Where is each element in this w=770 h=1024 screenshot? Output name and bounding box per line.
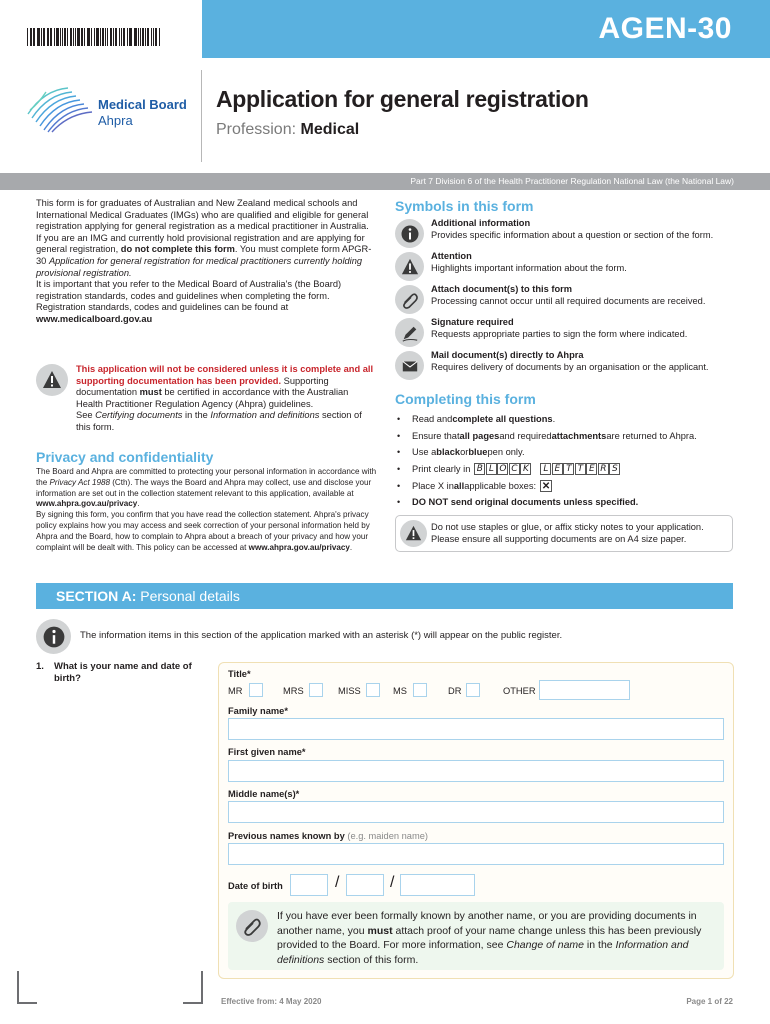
logo-text-medical-board: Medical Board xyxy=(98,97,187,112)
barcode-stripe xyxy=(43,28,45,46)
middle-name-label: Middle name(s)* xyxy=(228,789,300,799)
barcode-stripe xyxy=(70,28,72,46)
title-mr-checkbox[interactable] xyxy=(249,683,263,697)
barcode-stripe xyxy=(105,28,106,46)
barcode-stripe xyxy=(56,28,59,46)
x-checkbox-example: ✕ xyxy=(541,480,551,492)
medicalboard-link[interactable]: www.medicalboard.gov.au xyxy=(36,313,153,324)
barcode-stripe xyxy=(81,28,83,46)
title-mrs-checkbox[interactable] xyxy=(309,683,323,697)
barcode-stripe xyxy=(87,28,88,46)
barcode-stripe xyxy=(62,28,63,46)
barcode-stripe xyxy=(100,28,101,46)
barcode-stripe xyxy=(54,28,55,46)
envelope-icon xyxy=(395,351,424,380)
barcode-stripe xyxy=(151,28,152,46)
block-letters-example: B L O C K L E T T E R S xyxy=(474,463,621,475)
barcode-stripe xyxy=(41,28,42,46)
barcode-stripe xyxy=(110,28,112,46)
barcode-stripe xyxy=(33,28,34,46)
barcode-stripe xyxy=(138,28,139,46)
paperclip-icon xyxy=(236,910,268,942)
barcode-stripe xyxy=(145,28,146,46)
list-item: • Use a black or blue pen only. xyxy=(397,447,525,458)
barcode-stripe xyxy=(121,28,122,46)
first-name-field[interactable] xyxy=(228,760,724,782)
barcode-stripe xyxy=(96,28,99,46)
effective-date: Effective from: 4 May 2020 xyxy=(221,997,322,1006)
barcode-stripe xyxy=(94,28,95,46)
intro-text: This form is for graduates of Australian and New Zealand medical schools and International Medical Graduates (IMGs) who are qualified and eligible for general registration applying for general registration as a medical practitioner in Australia. If you are an IMG and currently hold provisional registration and are applying for general registration, do not complete this form. You must complete form APGR-30 Application for general registration for medical practitioners currently holding provisional registration. It is important that you refer to the Medical Board of Australia's (the Board) registration standards, codes and guidelines when completing the form. Registration standards, codes and guidelines can be found at www.medicalboard.gov.au xyxy=(36,198,372,324)
page-title: Application for general registration xyxy=(216,86,589,112)
barcode-stripe xyxy=(159,28,160,46)
attention-icon xyxy=(395,252,424,281)
title-miss-checkbox[interactable] xyxy=(366,683,380,697)
form-code: AGEN-30 xyxy=(598,12,732,45)
symbols-heading: Symbols in this form xyxy=(395,198,534,214)
attention-icon xyxy=(36,364,68,396)
title-other-field[interactable] xyxy=(539,680,630,700)
family-name-field[interactable] xyxy=(228,718,724,740)
barcode-stripe xyxy=(88,28,90,46)
header-divider xyxy=(201,70,202,162)
barcode-stripe xyxy=(37,28,40,46)
barcode-stripe xyxy=(48,28,49,46)
middle-name-field[interactable] xyxy=(228,801,724,823)
dob-year-field[interactable] xyxy=(400,874,475,896)
barcode-stripe xyxy=(75,28,76,46)
barcode-stripe xyxy=(134,28,137,46)
public-register-note: The information items in this section of the application marked with an asterisk (*) will appear on the public register. xyxy=(80,630,563,641)
title-ms-checkbox[interactable] xyxy=(413,683,427,697)
barcode-stripe xyxy=(140,28,141,46)
privacy-heading: Privacy and confidentiality xyxy=(36,449,214,465)
barcode-stripe xyxy=(27,28,28,46)
profession-line: Profession: Medical xyxy=(216,121,360,138)
list-item: • Ensure that all pages and required attachments are returned to Ahpra. xyxy=(397,430,697,441)
barcode-stripe xyxy=(60,28,61,46)
logo-text-ahpra: Ahpra xyxy=(98,113,133,128)
name-change-note: If you have ever been formally known by another name, or you are providing documents in another name, you must attach proof of your name change unless this has been previously provided to the Board. For more information, see Change of name in the Information and definitions section of this form. xyxy=(228,902,724,970)
privacy-text: The Board and Ahpra are committed to protecting your personal information in accordance with the Privacy Act 1988 (Cth). The ways the Board and Ahpra may collect, use and disclose your information are set out in the collection statement relevant to this application, available at www.ahpra.gov.au/privacy. By signing this form, you confirm that you have read the collection statement. Ahpra's privacy policy explains how you may access and seek correction of your personal information held by Ahpra and the Board, how to complain to Ahpra about a breach of your privacy and how your complaint will be dealt with. This policy can be accessed at www.ahpra.gov.au/privacy. xyxy=(36,467,377,552)
barcode-stripe xyxy=(67,28,68,46)
previous-names-label: Previous names known by (e.g. maiden name) xyxy=(228,831,428,841)
list-item: • Read and complete all questions . xyxy=(397,414,556,425)
barcode xyxy=(27,22,161,46)
info-icon xyxy=(395,219,424,248)
barcode-stripe xyxy=(102,28,104,46)
barcode-stripe xyxy=(153,28,154,46)
barcode-stripe xyxy=(130,28,132,46)
barcode-stripe xyxy=(34,28,35,46)
barcode-stripe xyxy=(64,28,66,46)
barcode-stripe xyxy=(107,28,108,46)
crop-mark-left xyxy=(17,971,37,1004)
barcode-stripe xyxy=(127,28,128,46)
dob-label: Date of birth xyxy=(228,881,283,891)
family-name-label: Family name* xyxy=(228,706,288,716)
barcode-stripe xyxy=(77,28,80,46)
barcode-stripe xyxy=(115,28,118,46)
completing-heading: Completing this form xyxy=(395,391,536,407)
section-a-title: SECTION A: Personal details xyxy=(56,588,240,604)
paperclip-icon xyxy=(395,285,424,314)
dob-day-field[interactable] xyxy=(290,874,328,896)
barcode-stripe xyxy=(47,28,48,46)
barcode-stripe xyxy=(73,28,74,46)
previous-names-field[interactable] xyxy=(228,843,724,865)
barcode-stripe xyxy=(91,28,92,46)
title-label: Title* xyxy=(228,669,251,679)
attention-icon xyxy=(400,520,427,547)
barcode-stripe xyxy=(30,28,32,46)
barcode-stripe xyxy=(50,28,52,46)
law-reference: Part 7 Division 6 of the Health Practitioner Regulation National Law (the National Law) xyxy=(410,176,734,186)
list-item: • Place X in all applicable boxes: ✕ xyxy=(397,480,551,492)
crop-mark-right xyxy=(183,971,203,1004)
first-name-label: First given name* xyxy=(228,747,306,757)
barcode-stripe xyxy=(119,28,120,46)
completing-list xyxy=(397,411,742,511)
pen-icon xyxy=(395,318,424,347)
info-icon xyxy=(36,619,71,654)
medical-board-logo-icon xyxy=(26,84,96,134)
title-dr-checkbox[interactable] xyxy=(466,683,480,697)
barcode-stripe xyxy=(123,28,125,46)
barcode-stripe xyxy=(142,28,144,46)
list-item: • Print clearly in B L O C K L E T T E R S xyxy=(397,461,742,478)
barcode-stripe xyxy=(84,28,85,46)
barcode-stripe xyxy=(129,28,130,46)
staples-note: Do not use staples or glue, or affix sticky notes to your application. Please ensure all supporting documents are on A4 size paper. xyxy=(395,515,733,552)
barcode-stripe xyxy=(147,28,149,46)
page-number: Page 1 of 22 xyxy=(686,997,733,1006)
barcode-stripe xyxy=(113,28,114,46)
barcode-stripe xyxy=(155,28,158,46)
dob-month-field[interactable] xyxy=(346,874,384,896)
list-item: • DO NOT send original documents unless specified. xyxy=(397,497,639,508)
